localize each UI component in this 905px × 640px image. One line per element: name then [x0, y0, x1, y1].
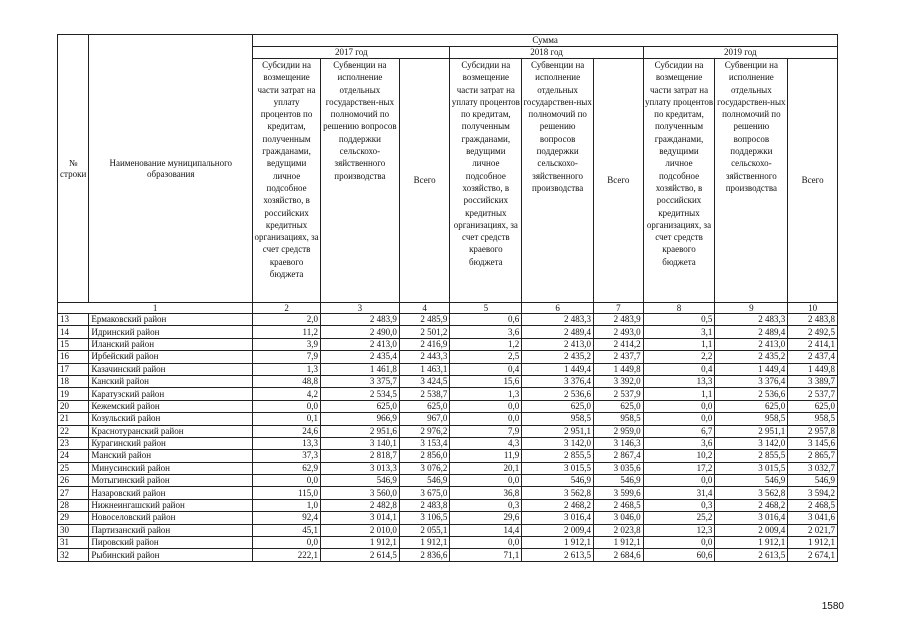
table-row: [58, 314, 838, 326]
district-name: Ермаковский район: [89, 314, 253, 326]
value-cell: 3 046,0: [594, 512, 644, 524]
value-cell: 1,1: [643, 338, 715, 350]
column-number: 3: [320, 303, 399, 314]
value-cell: 4,3: [450, 437, 522, 449]
header-year-2019: 2019 год: [643, 47, 837, 59]
value-cell: 2 413,0: [715, 338, 788, 350]
header-total-2018: Всего: [594, 59, 644, 303]
value-cell: 1,3: [253, 363, 321, 375]
row-number: 28: [58, 499, 89, 511]
value-cell: 1 912,1: [788, 537, 838, 549]
value-cell: 2 951,1: [522, 425, 594, 437]
value-cell: 2 534,5: [320, 388, 399, 400]
table-row: [58, 537, 838, 549]
table-row: [58, 363, 838, 375]
value-cell: 3 041,6: [788, 512, 838, 524]
value-cell: 3 076,2: [399, 462, 450, 474]
table-row: [58, 351, 838, 363]
row-number: 13: [58, 314, 89, 326]
value-cell: 2 443,3: [399, 351, 450, 363]
value-cell: 0,1: [253, 413, 321, 425]
value-cell: 958,5: [522, 413, 594, 425]
column-number: 4: [399, 303, 450, 314]
value-cell: 1 449,8: [788, 363, 838, 375]
value-cell: 546,9: [594, 475, 644, 487]
district-name: Краснотуранский район: [89, 425, 253, 437]
district-name: Мотыгинский район: [89, 475, 253, 487]
row-number: 21: [58, 413, 89, 425]
header-subvention-2019: Субвенции на исполнение отдельных государствен-ных полномочий по решению вопросов поддержки сельскохо-зяйственного производства: [715, 59, 788, 303]
value-cell: 1,0: [253, 499, 321, 511]
column-number: 9: [715, 303, 788, 314]
value-cell: 2 951,6: [320, 425, 399, 437]
value-cell: 2 489,4: [522, 326, 594, 338]
value-cell: 3 376,4: [715, 375, 788, 387]
value-cell: 625,0: [594, 400, 644, 412]
budget-table-page: [57, 34, 838, 562]
value-cell: 1 912,1: [399, 537, 450, 549]
value-cell: 2 492,5: [788, 326, 838, 338]
value-cell: 3,6: [643, 437, 715, 449]
value-cell: 24,6: [253, 425, 321, 437]
table-row: [58, 388, 838, 400]
value-cell: 62,9: [253, 462, 321, 474]
value-cell: 2 010,0: [320, 524, 399, 536]
value-cell: 2 865,7: [788, 450, 838, 462]
value-cell: 958,5: [594, 413, 644, 425]
value-cell: 2 482,8: [320, 499, 399, 511]
value-cell: 2 483,9: [320, 314, 399, 326]
district-name: Казачинский район: [89, 363, 253, 375]
value-cell: 546,9: [522, 475, 594, 487]
value-cell: 2 483,3: [522, 314, 594, 326]
value-cell: 0,3: [643, 499, 715, 511]
value-cell: 14,4: [450, 524, 522, 536]
value-cell: 2 613,5: [522, 549, 594, 561]
table-row: [58, 524, 838, 536]
value-cell: 3 562,8: [522, 487, 594, 499]
value-cell: 3 560,0: [320, 487, 399, 499]
value-cell: 2 537,9: [594, 388, 644, 400]
value-cell: 2 435,2: [522, 351, 594, 363]
value-cell: 3,1: [643, 326, 715, 338]
district-name: Кежемский район: [89, 400, 253, 412]
district-name: Манский район: [89, 450, 253, 462]
value-cell: 3 675,0: [399, 487, 450, 499]
value-cell: 11,2: [253, 326, 321, 338]
value-cell: 0,0: [643, 475, 715, 487]
value-cell: 1 463,1: [399, 363, 450, 375]
value-cell: 958,5: [715, 413, 788, 425]
value-cell: 2 836,6: [399, 549, 450, 561]
row-number: 30: [58, 524, 89, 536]
value-cell: 2 490,0: [320, 326, 399, 338]
district-name: Идринский район: [89, 326, 253, 338]
value-cell: 2 959,0: [594, 425, 644, 437]
district-name: Новоселовский район: [89, 512, 253, 524]
value-cell: 2 055,1: [399, 524, 450, 536]
value-cell: 546,9: [788, 475, 838, 487]
value-cell: 546,9: [320, 475, 399, 487]
value-cell: 2,5: [450, 351, 522, 363]
value-cell: 3 375,7: [320, 375, 399, 387]
column-number: 10: [788, 303, 838, 314]
value-cell: 2 485,9: [399, 314, 450, 326]
value-cell: 2 435,4: [320, 351, 399, 363]
row-number: 23: [58, 437, 89, 449]
value-cell: 12,3: [643, 524, 715, 536]
value-cell: 0,0: [643, 400, 715, 412]
column-number: 1: [58, 303, 253, 314]
value-cell: 0,0: [450, 413, 522, 425]
value-cell: 3 153,4: [399, 437, 450, 449]
header-subvention-2018: Субвенции на исполнение отдельных государствен-ных полномочий по решению вопросов поддержки сельскохо-зяйственного производства: [522, 59, 594, 303]
row-number: 29: [58, 512, 89, 524]
value-cell: 3 014,1: [320, 512, 399, 524]
district-name: Иланский район: [89, 338, 253, 350]
table-row: [58, 475, 838, 487]
value-cell: 2 537,7: [788, 388, 838, 400]
district-name: Пировский район: [89, 537, 253, 549]
value-cell: 546,9: [399, 475, 450, 487]
value-cell: 2 435,2: [715, 351, 788, 363]
value-cell: 2 674,1: [788, 549, 838, 561]
table-row: [58, 437, 838, 449]
table-row: [58, 512, 838, 524]
table-row: [58, 462, 838, 474]
value-cell: 625,0: [399, 400, 450, 412]
value-cell: 2 855,5: [715, 450, 788, 462]
value-cell: 2 437,4: [788, 351, 838, 363]
value-cell: 3 376,4: [522, 375, 594, 387]
value-cell: 967,0: [399, 413, 450, 425]
row-number: 19: [58, 388, 89, 400]
value-cell: 3 032,7: [788, 462, 838, 474]
header-subvention-2017: Субвенции на исполнение отдельных государствен-ных полномочий по решению вопросов поддержки сельскохо-зяйственного производства: [320, 59, 399, 303]
table-row: [58, 549, 838, 561]
value-cell: 3 106,5: [399, 512, 450, 524]
table-row: [58, 400, 838, 412]
value-cell: 1,3: [450, 388, 522, 400]
header-subsidy-2018: Субсидии на возмещение части затрат на уплату процентов по кредитам, полученным гражданами, ведущими личное подсобное хозяйство, в российских кредитных организациях, за счет средств краевого бюджета: [450, 59, 522, 303]
value-cell: 37,3: [253, 450, 321, 462]
value-cell: 2 009,4: [522, 524, 594, 536]
header-total-2019: Всего: [788, 59, 838, 303]
value-cell: 2 818,7: [320, 450, 399, 462]
table-row: [58, 326, 838, 338]
header-sum: Сумма: [253, 35, 838, 47]
table-row: [58, 499, 838, 511]
budget-table: [57, 34, 838, 562]
value-cell: 3 562,8: [715, 487, 788, 499]
district-name: Курагинский район: [89, 437, 253, 449]
value-cell: 2 414,1: [788, 338, 838, 350]
value-cell: 1 912,1: [594, 537, 644, 549]
value-cell: 3 142,0: [522, 437, 594, 449]
value-cell: 1,1: [643, 388, 715, 400]
value-cell: 2 684,6: [594, 549, 644, 561]
value-cell: 92,4: [253, 512, 321, 524]
value-cell: 1 461,8: [320, 363, 399, 375]
value-cell: 2 613,5: [715, 549, 788, 561]
value-cell: 3 389,7: [788, 375, 838, 387]
value-cell: 2 493,0: [594, 326, 644, 338]
row-number: 24: [58, 450, 89, 462]
value-cell: 0,3: [450, 499, 522, 511]
value-cell: 11,9: [450, 450, 522, 462]
value-cell: 0,0: [643, 413, 715, 425]
value-cell: 0,0: [450, 400, 522, 412]
column-number: 8: [643, 303, 715, 314]
district-name: Рыбинский район: [89, 549, 253, 561]
value-cell: 966,9: [320, 413, 399, 425]
value-cell: 4,2: [253, 388, 321, 400]
header-year-2017: 2017 год: [253, 47, 450, 59]
table-row: [58, 450, 838, 462]
district-name: Каратузский район: [89, 388, 253, 400]
value-cell: 3 594,2: [788, 487, 838, 499]
value-cell: 31,4: [643, 487, 715, 499]
value-cell: 36,8: [450, 487, 522, 499]
value-cell: 45,1: [253, 524, 321, 536]
district-name: Минусинский район: [89, 462, 253, 474]
row-number: 25: [58, 462, 89, 474]
district-name: Канский район: [89, 375, 253, 387]
value-cell: 2 413,0: [522, 338, 594, 350]
value-cell: 3 016,4: [522, 512, 594, 524]
value-cell: 13,3: [253, 437, 321, 449]
district-name: Партизанский район: [89, 524, 253, 536]
value-cell: 2 009,4: [715, 524, 788, 536]
value-cell: 2,0: [253, 314, 321, 326]
header-total-2017: Всего: [399, 59, 450, 303]
column-number: 2: [253, 303, 321, 314]
value-cell: 2 483,3: [715, 314, 788, 326]
value-cell: 2,2: [643, 351, 715, 363]
value-cell: 71,1: [450, 549, 522, 561]
value-cell: 3 142,0: [715, 437, 788, 449]
value-cell: 2 414,2: [594, 338, 644, 350]
row-number: 18: [58, 375, 89, 387]
row-number: 26: [58, 475, 89, 487]
value-cell: 3 145,6: [788, 437, 838, 449]
value-cell: 2 483,8: [399, 499, 450, 511]
value-cell: 0,0: [643, 537, 715, 549]
value-cell: 17,2: [643, 462, 715, 474]
district-name: Нижнеингашский район: [89, 499, 253, 511]
row-number: 27: [58, 487, 89, 499]
district-name: Козульский район: [89, 413, 253, 425]
value-cell: 10,2: [643, 450, 715, 462]
value-cell: 2 538,7: [399, 388, 450, 400]
value-cell: 2 855,5: [522, 450, 594, 462]
value-cell: 0,4: [643, 363, 715, 375]
table-row: [58, 338, 838, 350]
value-cell: 0,0: [253, 475, 321, 487]
value-cell: 0,0: [253, 537, 321, 549]
header-year-2018: 2018 год: [450, 47, 643, 59]
row-number: 31: [58, 537, 89, 549]
table-row: [58, 375, 838, 387]
value-cell: 2 468,5: [594, 499, 644, 511]
value-cell: 222,1: [253, 549, 321, 561]
value-cell: 48,8: [253, 375, 321, 387]
row-number: 14: [58, 326, 89, 338]
value-cell: 0,0: [253, 400, 321, 412]
value-cell: 29,6: [450, 512, 522, 524]
value-cell: 2 468,2: [522, 499, 594, 511]
table-row: [58, 425, 838, 437]
row-number: 15: [58, 338, 89, 350]
value-cell: 3 599,6: [594, 487, 644, 499]
header-subsidy-2019: Субсидии на возмещение части затрат на уплату процентов по кредитам, полученным гражданами, ведущими личное подсобное хозяйство, в российских кредитных организациях, за счет средств краевого бюджета: [643, 59, 715, 303]
value-cell: 1 912,1: [715, 537, 788, 549]
value-cell: 3 392,0: [594, 375, 644, 387]
value-cell: 3 146,3: [594, 437, 644, 449]
value-cell: 2 536,6: [522, 388, 594, 400]
value-cell: 2 536,6: [715, 388, 788, 400]
value-cell: 546,9: [715, 475, 788, 487]
value-cell: 2 856,0: [399, 450, 450, 462]
value-cell: 3 015,5: [522, 462, 594, 474]
district-name: Назаровский район: [89, 487, 253, 499]
value-cell: 1 912,1: [320, 537, 399, 549]
column-number: 6: [522, 303, 594, 314]
value-cell: 15,6: [450, 375, 522, 387]
value-cell: 1 449,4: [522, 363, 594, 375]
value-cell: 2 951,1: [715, 425, 788, 437]
value-cell: 2 957,8: [788, 425, 838, 437]
value-cell: 25,2: [643, 512, 715, 524]
value-cell: 2 021,7: [788, 524, 838, 536]
value-cell: 2 501,2: [399, 326, 450, 338]
value-cell: 2 483,9: [594, 314, 644, 326]
value-cell: 958,5: [788, 413, 838, 425]
value-cell: 3 140,1: [320, 437, 399, 449]
row-number: 17: [58, 363, 89, 375]
row-number: 16: [58, 351, 89, 363]
value-cell: 7,9: [450, 425, 522, 437]
row-number: 22: [58, 425, 89, 437]
value-cell: 3 424,5: [399, 375, 450, 387]
value-cell: 6,7: [643, 425, 715, 437]
value-cell: 625,0: [320, 400, 399, 412]
table-row: [58, 487, 838, 499]
value-cell: 625,0: [715, 400, 788, 412]
header-row-no: № строки: [58, 35, 89, 303]
value-cell: 2 483,8: [788, 314, 838, 326]
value-cell: 3,6: [450, 326, 522, 338]
value-cell: 13,3: [643, 375, 715, 387]
value-cell: 0,5: [643, 314, 715, 326]
value-cell: 2 023,8: [594, 524, 644, 536]
value-cell: 0,6: [450, 314, 522, 326]
value-cell: 2 413,0: [320, 338, 399, 350]
value-cell: 60,6: [643, 549, 715, 561]
value-cell: 3,9: [253, 338, 321, 350]
value-cell: 625,0: [788, 400, 838, 412]
value-cell: 1 912,1: [522, 537, 594, 549]
table-row: [58, 413, 838, 425]
header-district: Наименование муниципального образования: [89, 35, 253, 303]
value-cell: 1 449,4: [715, 363, 788, 375]
table-body: [58, 314, 838, 562]
value-cell: 2 416,9: [399, 338, 450, 350]
value-cell: 2 468,5: [788, 499, 838, 511]
header-subsidy-2017: Субсидии на возмещение части затрат на уплату процентов по кредитам, полученным гражданами, ведущими личное подсобное хозяйство, в российских кредитных организациях, за счет средств краевого бюджета: [253, 59, 321, 303]
district-name: Ирбейский район: [89, 351, 253, 363]
value-cell: 0,4: [450, 363, 522, 375]
value-cell: 2 976,2: [399, 425, 450, 437]
row-number: 20: [58, 400, 89, 412]
value-cell: 2 437,7: [594, 351, 644, 363]
value-cell: 2 867,4: [594, 450, 644, 462]
value-cell: 2 489,4: [715, 326, 788, 338]
value-cell: 115,0: [253, 487, 321, 499]
value-cell: 2 614,5: [320, 549, 399, 561]
column-number: 7: [594, 303, 644, 314]
column-number: 5: [450, 303, 522, 314]
page-number: 1580: [821, 601, 844, 612]
value-cell: 3 015,5: [715, 462, 788, 474]
value-cell: 3 035,6: [594, 462, 644, 474]
value-cell: 3 013,3: [320, 462, 399, 474]
value-cell: 625,0: [522, 400, 594, 412]
value-cell: 20,1: [450, 462, 522, 474]
value-cell: 1 449,8: [594, 363, 644, 375]
value-cell: 0,0: [450, 537, 522, 549]
value-cell: 3 016,4: [715, 512, 788, 524]
value-cell: 7,9: [253, 351, 321, 363]
value-cell: 2 468,2: [715, 499, 788, 511]
value-cell: 0,0: [450, 475, 522, 487]
row-number: 32: [58, 549, 89, 561]
value-cell: 1,2: [450, 338, 522, 350]
